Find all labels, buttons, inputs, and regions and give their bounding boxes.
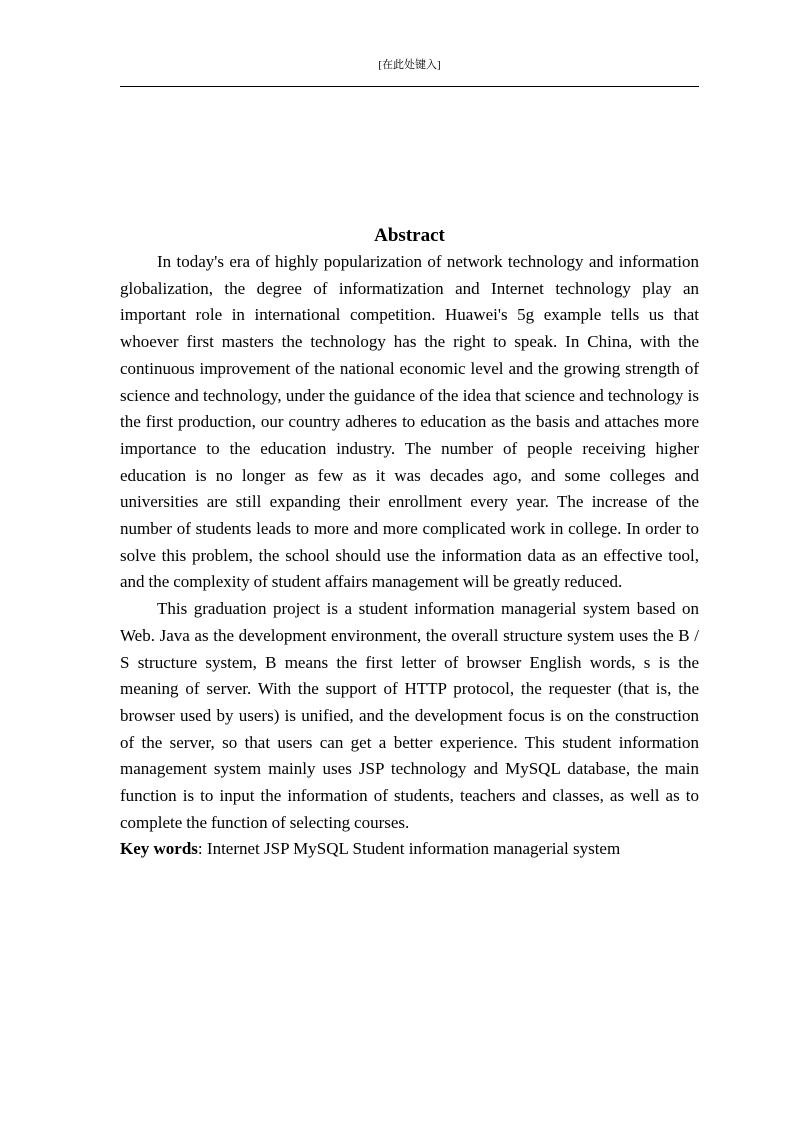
header-divider (120, 86, 699, 87)
abstract-paragraph-2: This graduation project is a student information managerial system based on Web. Java as the development environment, the overall structure system uses the B / S structure system, B means the first letter of browser English words, s is the meaning of server. With the support of HTTP protocol, the requester (that is, the browser used by users) is unified, and the development focus is on the construction of the server, so that users can get a better experience. This student information management system mainly uses JSP technology and MySQL database, the main function is to input the information of students, teachers and classes, as well as to complete the function of selecting courses. (120, 599, 699, 832)
abstract-section (120, 222, 699, 863)
page-header: [在此处键入] (378, 59, 441, 71)
keywords-line (120, 836, 699, 863)
abstract-paragraph-1: In today's era of highly popularization of network technology and information globalization, the degree of informatization and Internet technology play an important role in international competition. Huawei's 5g example tells us that whoever first masters the technology has the right to speak. In China, with the continuous improvement of the national economic level and the growing strength of science and technology, under the guidance of the idea that science and technology is the first production, our country adheres to education as the basis and attaches more importance to the education industry. The number of people receiving higher education is no longer as few as it was decades ago, and some colleges and universities are still expanding their enrollment every year. The increase of the number of students leads to more and more complicated work in college. In order to solve this problem, the school should use the information data as an effective tool, and the complexity of student affairs management will be greatly reduced. (120, 252, 699, 592)
keywords-separator: : (197, 839, 207, 859)
keywords-text: Internet JSP MySQL Student information managerial system (206, 839, 621, 859)
keywords-label: Key words (120, 839, 198, 859)
abstract-title: Abstract (374, 225, 445, 246)
